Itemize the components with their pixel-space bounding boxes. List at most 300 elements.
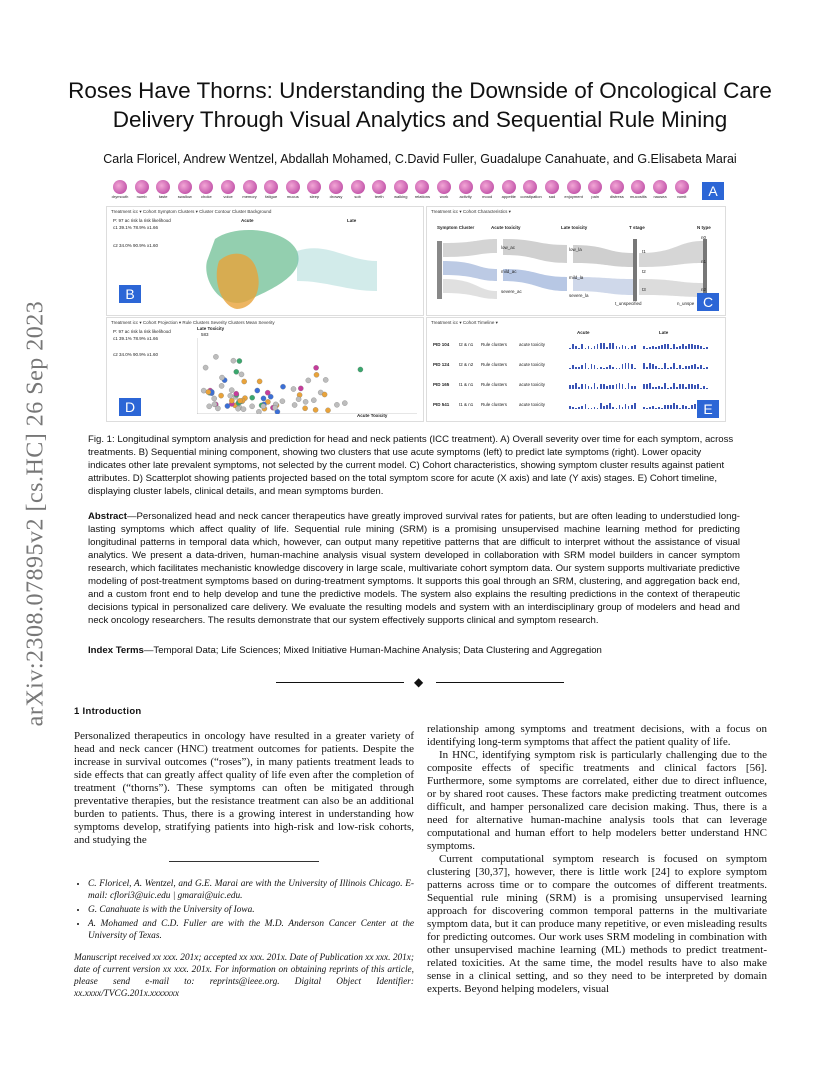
stage-label: t2 & n1 — [459, 342, 474, 347]
acute-burden-bar — [622, 384, 624, 389]
patient-point[interactable] — [255, 388, 260, 393]
symptom-label: constipation — [520, 194, 542, 199]
late-burden-bar — [643, 363, 645, 369]
late-burden-bar — [697, 384, 699, 389]
late-burden-bar — [685, 387, 687, 389]
x-axis-label: Acute Toxicity — [357, 413, 388, 418]
acute-burden-bar — [572, 344, 574, 349]
acute-burden-bar — [600, 384, 602, 389]
symptom-label: relations — [414, 194, 430, 199]
symptom-label: mood — [482, 194, 493, 199]
acute-burden-bar — [625, 388, 627, 389]
late-burden-bar — [643, 407, 645, 409]
patient-point[interactable] — [256, 409, 261, 414]
patient-point[interactable] — [291, 386, 296, 391]
cluster-row-c2-d: c2 34.0% 90.9% x1.60 — [113, 352, 159, 357]
late-burden-bar — [706, 347, 708, 349]
acute-burden-bar — [622, 364, 624, 369]
symptom-glyph-strip — [106, 180, 724, 206]
patient-point[interactable] — [229, 398, 234, 403]
rose-glyph-icon — [567, 180, 581, 194]
panel-letter-d: D — [119, 398, 141, 416]
symptom-label: work — [439, 194, 449, 199]
patient-point[interactable] — [231, 358, 236, 363]
panel-c-toolbar: Treatment icc ▾ Cohort Characteristics ▾ — [431, 209, 511, 214]
acute-burden-bar — [594, 346, 596, 349]
symptom-glyph[interactable] — [434, 180, 454, 199]
late-burden-bar — [658, 346, 660, 349]
patient-point[interactable] — [242, 379, 247, 384]
header-acute-toxicity: Acute toxicity — [491, 225, 521, 230]
acute-burden-bar — [578, 387, 580, 389]
symptom-glyph[interactable] — [283, 180, 303, 199]
manuscript-note: Manuscript received xx xxx. 201x; accepted xx xxx. 201x. Date of Publication xx xxx. 201x; date of current version xx xxx. 201x. For information on obtaining reprints of this article, please send e-mail to: reprints@ieee.org. Digital Object Identifier: xx.xxxx/TVCG.201x.xxxxxxx — [74, 953, 414, 999]
acute-burden-bar — [569, 368, 571, 369]
acute-burden-bar — [588, 346, 590, 349]
acute-burden-bar — [581, 406, 583, 409]
acute-burden-bar — [625, 363, 627, 369]
acute-burden-bar — [597, 387, 599, 389]
index-terms-text: —Temporal Data; Life Sciences; Mixed Initiative Human-Machine Analysis; Data Clustering and Aggregation — [143, 645, 602, 656]
late-burden-bar — [694, 404, 696, 409]
late-burden-bar — [697, 345, 699, 349]
rose-glyph-icon — [372, 180, 386, 194]
patient-point[interactable] — [229, 388, 234, 393]
patient-point[interactable] — [358, 367, 363, 372]
late-burden-bar — [646, 348, 648, 349]
patient-point[interactable] — [311, 398, 316, 403]
acute-burden-bar — [634, 345, 636, 349]
panel-d-toolbar: Treatment icc ▾ Cohort Projection ▾ Rule Clusters Severity Clusters Mean Severity — [111, 320, 275, 325]
acute-burden-bar — [594, 407, 596, 409]
patient-point[interactable] — [342, 401, 347, 406]
patient-point[interactable] — [250, 395, 255, 400]
late-burden-bar — [670, 387, 672, 389]
symptom-glyph[interactable] — [369, 180, 389, 199]
late-burden-bar — [667, 405, 669, 409]
symptom-glyph[interactable] — [132, 180, 152, 199]
late-burden-bar — [685, 406, 687, 409]
patient-point[interactable] — [314, 365, 319, 370]
late-label: Late — [347, 218, 357, 223]
acute-burden-bar — [609, 385, 611, 389]
symptom-glyph[interactable] — [153, 180, 173, 199]
acute-burden-bar — [581, 344, 583, 349]
late-burden-bar — [655, 347, 657, 349]
label-severe-la: severe_la — [569, 293, 589, 298]
late-burden-bar — [685, 346, 687, 349]
late-burden-bar — [676, 405, 678, 409]
acute-burden-bar — [581, 384, 583, 389]
acute-burden-bar — [609, 365, 611, 369]
patient-point[interactable] — [213, 354, 218, 359]
acute-burden-bar — [588, 408, 590, 409]
patient-point[interactable] — [257, 379, 262, 384]
patient-point[interactable] — [303, 399, 308, 404]
patient-point[interactable] — [206, 389, 211, 394]
patient-id: PID 104 — [433, 342, 450, 347]
acute-burden-bar — [631, 346, 633, 349]
diamond-icon: ◆ — [414, 675, 424, 689]
patient-point[interactable] — [268, 394, 273, 399]
acute-burden-bar — [597, 408, 599, 409]
acute-burden-bar — [631, 364, 633, 369]
acute-burden-bar — [603, 343, 605, 349]
patient-point[interactable] — [236, 406, 241, 411]
late-burden-bar — [649, 383, 651, 389]
symptom-label: distress — [609, 194, 624, 199]
late-burden-bar — [688, 384, 690, 389]
acute-burden-bar — [619, 383, 621, 389]
rule-cluster-label: Rule clusters — [481, 342, 508, 347]
late-burden-bar — [649, 407, 651, 409]
cluster-row-c1-d: c1 39.1% 78.9% x1.66 — [113, 336, 159, 341]
rose-glyph-icon — [329, 180, 343, 194]
acute-burden-bar — [612, 407, 614, 409]
symptom-glyph[interactable] — [456, 180, 476, 199]
symptom-glyph[interactable] — [607, 180, 627, 199]
symptom-label: vomit — [676, 194, 687, 199]
acute-burden-bar — [616, 384, 618, 389]
patient-point[interactable] — [212, 402, 217, 407]
toxicity-label: acute toxicity — [519, 342, 546, 347]
acute-burden-bar — [619, 347, 621, 349]
patient-point[interactable] — [261, 404, 266, 409]
label-t3: t3 — [642, 287, 646, 292]
header-late-toxicity: Late toxicity — [561, 225, 588, 230]
patient-point[interactable] — [225, 403, 230, 408]
patient-point[interactable] — [215, 406, 220, 411]
late-burden-bar — [703, 348, 705, 349]
symptom-glyph[interactable] — [175, 180, 195, 199]
late-burden-bar — [694, 385, 696, 389]
acute-burden-bar — [591, 387, 593, 389]
acute-burden-bar — [585, 384, 587, 389]
symptom-label: fatigue — [265, 194, 278, 199]
acute-burden-bar — [585, 348, 587, 349]
author-list: Carla Floricel, Andrew Wentzel, Abdallah Mohamed, C.David Fuller, Guadalupe Canahuate, and G.Elisabeta Marai — [103, 152, 737, 166]
symptom-glyph[interactable] — [477, 180, 497, 199]
patient-point[interactable] — [314, 372, 319, 377]
patient-point[interactable] — [201, 388, 206, 393]
late-burden-bar — [661, 368, 663, 369]
symptom-glyph[interactable] — [348, 180, 368, 199]
symptom-glyph[interactable] — [304, 180, 324, 199]
late-burden-bar — [667, 388, 669, 389]
intro-paragraph-2: relationship among symptoms and treatment decisions, with a focus on identifying long-term symptoms that affect the patient quality of life. — [427, 723, 767, 748]
late-burden-bar — [679, 408, 681, 409]
acute-burden-bar — [616, 346, 618, 349]
patient-point[interactable] — [237, 358, 242, 363]
acute-burden-bar — [609, 343, 611, 349]
acute-burden-bar — [572, 385, 574, 389]
arxiv-id: arXiv:2308.07895v2 [cs.HC] 26 Sep 2023 — [22, 300, 49, 727]
panel-c — [426, 206, 726, 316]
acute-burden-bar — [622, 407, 624, 409]
arxiv-watermark — [6, 280, 56, 760]
late-burden-bar — [703, 368, 705, 369]
late-burden-bar — [679, 346, 681, 349]
symptom-label: nausea — [653, 194, 667, 199]
patient-point[interactable] — [238, 398, 243, 403]
symptom-label: swallow — [177, 194, 192, 199]
acute-burden-bar — [622, 345, 624, 349]
symptom-glyph[interactable] — [261, 180, 281, 199]
patient-point[interactable] — [212, 396, 217, 401]
late-burden-bar — [664, 383, 666, 389]
symptom-label: memory — [242, 194, 257, 199]
late-burden-bar — [670, 367, 672, 369]
acute-burden-bar — [634, 368, 636, 369]
patient-point[interactable] — [280, 399, 285, 404]
acute-burden-bar — [634, 386, 636, 389]
symptom-label: enjoyment — [564, 194, 583, 199]
label-low-la: low_la — [569, 247, 582, 252]
projection-scatterplot — [197, 338, 417, 414]
late-burden-bar — [652, 387, 654, 389]
patient-point[interactable] — [241, 407, 246, 412]
acute-burden-bar — [612, 367, 614, 369]
risk-header: P: 97 ac risk la risk likelihood — [113, 218, 171, 223]
patient-point[interactable] — [250, 404, 255, 409]
patient-point[interactable] — [203, 365, 208, 370]
late-burden-bar — [673, 403, 675, 409]
patient-point[interactable] — [219, 375, 224, 380]
patient-point[interactable] — [306, 378, 311, 383]
patient-point[interactable] — [280, 384, 285, 389]
late-burden-bar — [706, 367, 708, 369]
acute-burden-bar — [603, 368, 605, 369]
late-burden-bar — [658, 368, 660, 369]
patient-point[interactable] — [303, 406, 308, 411]
symptom-glyph[interactable] — [542, 180, 562, 199]
cluster-contour-c2 — [217, 254, 259, 309]
acute-burden-bar — [606, 405, 608, 409]
acute-burden-bar — [578, 407, 580, 409]
late-burden-bar — [694, 345, 696, 349]
cluster-diagram — [197, 221, 421, 315]
symptom-glyph[interactable] — [326, 180, 346, 199]
symptom-glyph[interactable] — [628, 180, 648, 199]
patient-point[interactable] — [334, 402, 339, 407]
symptom-glyph[interactable] — [564, 180, 584, 199]
acute-burden-bar — [631, 386, 633, 389]
acute-burden-bar — [628, 363, 630, 369]
footnote-3: • A. Mohamed and C.D. Fuller are with the M.D. Anderson Cancer Center at the University of Texas. — [88, 918, 414, 942]
late-burden-bar — [664, 344, 666, 349]
rose-glyph-icon — [502, 180, 516, 194]
acute-burden-bar — [612, 385, 614, 389]
acute-burden-bar — [597, 344, 599, 349]
late-burden-bar — [643, 384, 645, 389]
acute-burden-bar — [572, 365, 574, 369]
label-low-ac: low_ac — [501, 245, 516, 250]
panel-letter-a: A — [702, 182, 724, 200]
acute-burden-bar — [628, 406, 630, 409]
patient-point[interactable] — [292, 402, 297, 407]
rose-glyph-icon — [610, 180, 624, 194]
cluster-row-c1: c1 39.1% 78.9% x1.66 — [113, 225, 159, 230]
toxicity-label: acute toxicity — [519, 382, 546, 387]
late-burden-bar — [655, 366, 657, 369]
acute-burden-bar — [600, 367, 602, 369]
patient-point[interactable] — [325, 408, 330, 413]
acute-burden-bar — [603, 406, 605, 409]
late-burden-bar — [682, 368, 684, 369]
late-burden-bar — [691, 405, 693, 409]
symptom-glyph[interactable] — [240, 180, 260, 199]
late-burden-bar — [694, 364, 696, 369]
late-burden-bar — [661, 387, 663, 389]
symptom-label: taste — [158, 194, 168, 199]
panel-letter-c: C — [697, 293, 719, 311]
rule-cluster-label: Rule clusters — [481, 402, 508, 407]
late-burden-bar — [646, 408, 648, 409]
acute-burden-bar — [606, 367, 608, 369]
rose-glyph-icon — [178, 180, 192, 194]
patient-point[interactable] — [323, 377, 328, 382]
patient-id: PID 165 — [433, 382, 450, 387]
late-burden-bar — [676, 387, 678, 389]
toxicity-label: acute toxicity — [519, 402, 546, 407]
late-burden-bar — [655, 387, 657, 389]
rose-glyph-icon — [545, 180, 559, 194]
patient-point[interactable] — [272, 405, 277, 410]
symptom-glyph[interactable] — [412, 180, 432, 199]
acute-burden-bar — [625, 346, 627, 349]
late-burden-bar — [649, 363, 651, 369]
acute-burden-bar — [628, 348, 630, 349]
symptom-label: teeth — [374, 194, 384, 199]
late-burden-bar — [673, 383, 675, 389]
late-burden-bar — [673, 363, 675, 369]
late-burden-bar — [646, 384, 648, 389]
rose-glyph-icon — [307, 180, 321, 194]
late-burden-bar — [691, 384, 693, 389]
patient-point[interactable] — [296, 397, 301, 402]
panel-e-toolbar: Treatment icc ▾ Cohort Timeline ▾ — [431, 320, 498, 325]
patient-point[interactable] — [239, 372, 244, 377]
patient-point[interactable] — [207, 404, 212, 409]
acute-burden-bar — [619, 405, 621, 409]
rose-glyph-icon — [459, 180, 473, 194]
acute-burden-bar — [588, 368, 590, 369]
acute-burden-bar — [600, 403, 602, 409]
symptom-glyph[interactable] — [196, 180, 216, 199]
symptom-glyph[interactable] — [391, 180, 411, 199]
rose-glyph-icon — [631, 180, 645, 194]
rose-glyph-icon — [243, 180, 257, 194]
acute-burden-bar — [634, 403, 636, 409]
acute-burden-bar — [591, 348, 593, 349]
stage-label: t1 & n1 — [459, 382, 474, 387]
acute-burden-bar — [594, 365, 596, 369]
acute-burden-bar — [569, 348, 571, 349]
patient-point[interactable] — [234, 391, 239, 396]
rose-glyph-icon — [221, 180, 235, 194]
symptom-glyph[interactable] — [110, 180, 130, 199]
symptom-glyph[interactable] — [218, 180, 238, 199]
label-n2: n2 — [701, 287, 707, 292]
footnote-1: • C. Floricel, A. Wentzel, and G.E. Marai are with the University of Illinois Chicago. E-mail: cflori3@uic.edu | gmarai@uic.edu. — [88, 878, 414, 902]
header-n-type: N type — [697, 225, 711, 230]
acute-burden-bar — [609, 403, 611, 409]
rose-glyph-icon — [653, 180, 667, 194]
symptom-glyph[interactable] — [650, 180, 670, 199]
patient-point[interactable] — [219, 393, 224, 398]
intro-paragraph-3: In HNC, identifying symptom risk is particularly challenging due to the composite effects of specific treatments and clinical factors [56]. Furthermore, some symptoms are correlated, either due to direct influence, or by shared root causes. These factors make predicting treatment outcomes difficult, and hamper personalized care decision making. Thus, there is a need for alternative human-machine analysis tools that can leverage computational and human effort to help modelers better understand HNC symptoms. — [427, 749, 767, 852]
late-burden-bar — [697, 367, 699, 369]
acute-burden-bar — [606, 386, 608, 389]
acute-burden-bar — [575, 383, 577, 389]
symptom-glyph[interactable] — [585, 180, 605, 199]
symptom-glyph[interactable] — [520, 180, 540, 199]
patient-point[interactable] — [219, 383, 224, 388]
late-burden-bar — [649, 347, 651, 349]
late-burden-bar — [667, 344, 669, 349]
late-burden-bar — [688, 344, 690, 349]
patient-point[interactable] — [313, 407, 318, 412]
late-burden-bar — [646, 367, 648, 369]
symptom-label: pain — [591, 194, 599, 199]
label-n1: n1 — [701, 259, 707, 264]
symptom-label: sleep — [309, 194, 320, 199]
patient-id: PID 124 — [433, 362, 450, 367]
header-symptom-cluster: Symptom Cluster — [437, 225, 475, 230]
late-burden-bar — [670, 348, 672, 349]
symptom-glyph[interactable] — [499, 180, 519, 199]
rose-glyph-icon — [199, 180, 213, 194]
index-terms-label: Index Terms — [88, 645, 144, 656]
panel-letter-b: B — [119, 285, 141, 303]
section-heading: 1 Introduction — [74, 706, 142, 717]
y-axis-label: Late Toxicity — [197, 326, 225, 331]
acute-burden-bar — [616, 368, 618, 369]
symptom-label: sad — [548, 194, 556, 199]
late-burden-bar — [700, 388, 702, 389]
rose-glyph-icon — [588, 180, 602, 194]
symptom-label: appetite — [501, 194, 516, 199]
footnote-rule — [169, 861, 319, 862]
patient-point[interactable] — [261, 396, 266, 401]
late-burden-bar — [676, 347, 678, 349]
acute-burden-bar — [625, 404, 627, 409]
acute-burden-bar — [588, 386, 590, 389]
symptom-label: activity — [459, 194, 472, 199]
late-burden-bar — [700, 365, 702, 369]
abstract — [88, 510, 740, 627]
figure-caption: Fig. 1: Longitudinal symptom analysis and prediction for head and neck patients (ICC treatment). A) Overall severity over time for each symptom, across treatments. B) Sequential mining component, showing two clusters that use acute symptoms (left) to predict late symptoms (right). Lower opacity indicates other late prevalent symptoms, not selected by the current model. C) Cohort characteristics, showing symptom cluster results against patient attributes. D) Scatterplot showing patients projected based on the total symptom score for acute (X axis) and late (Y axis) stages. E) Cohort timeline, displaying cluster labels, clinical details, and mean symptoms burden. — [88, 434, 734, 497]
rose-glyph-icon — [415, 180, 429, 194]
symptom-label: choke — [201, 194, 212, 199]
late-burden-bar — [667, 368, 669, 369]
acute-burden-bar — [591, 408, 593, 409]
panel-b — [106, 206, 424, 316]
late-burden-bar — [685, 366, 687, 369]
acute-burden-bar — [572, 407, 574, 409]
patient-point[interactable] — [298, 386, 303, 391]
acute-burden-bar — [585, 404, 587, 409]
symptom-glyph[interactable] — [672, 180, 692, 199]
rose-glyph-icon — [286, 180, 300, 194]
late-burden-bar — [691, 365, 693, 369]
panel-b-toolbar: Treatment icc ▾ Cohort Symptom Clusters ▾ Cluster Contour Cluster Background — [111, 209, 272, 214]
patient-point[interactable] — [322, 392, 327, 397]
late-burden-bar — [661, 345, 663, 349]
patient-point[interactable] — [234, 369, 239, 374]
patient-point[interactable] — [228, 393, 233, 398]
panel-e — [426, 317, 726, 422]
